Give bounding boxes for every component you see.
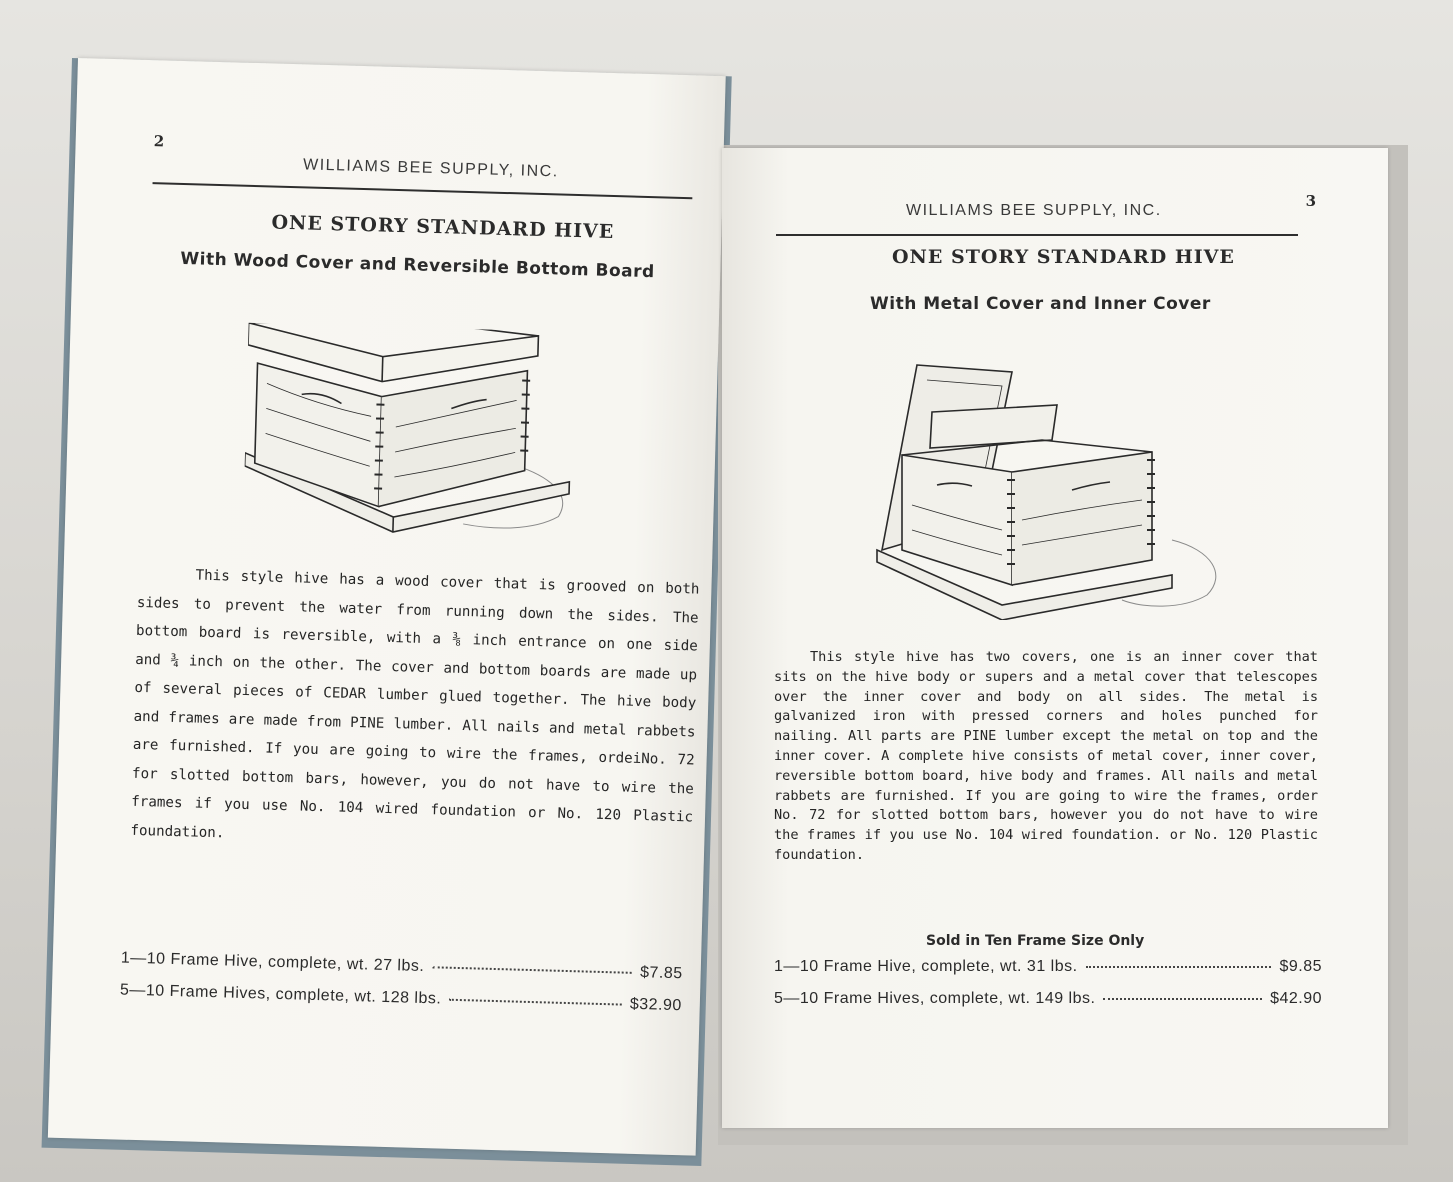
price-value: $42.90 [1270,990,1322,1007]
price-description: 5—10 Frame Hives, complete, wt. 149 lbs. [774,990,1096,1007]
price-description: 5—10 Frame Hives, complete, wt. 128 lbs. [119,981,442,1008]
header-rule [776,234,1298,236]
header-rule [153,182,693,199]
left-page [48,58,726,1156]
page-title: ONE STORY STANDARD HIVE [271,211,615,244]
page-subtitle: With Wood Cover and Reversible Bottom Board [180,248,655,283]
description-paragraph: This style hive has two covers, one is an inner cover that sits on the hive body or supers and a metal cover that telescopes over the inner cover and body on all sides. The metal is galvanized iron with pressed corners and holes punched for nailing. All parts are PINE lumber except the metal on top and the inner cover. A complete hive consists of metal cover, inner cover, reversible bottom board, hive body and frames. All nails and metal rabbets are furnished. If you are going to wire the frames, order No. 72 for slotted bottom bars, however you do not have to wire the frames if you use No. 104 wired foundation. or No. 120 Plastic foundation. [774,649,1318,863]
description-paragraph: This style hive has a wood cover that is grooved on both sides to prevent the water from running down the sides. The bottom board is reversible, with a ⅜ inch entrance on one side and ¾ inch on the other. The cover and bottom boards are made up of several pieces of CEDAR lumber glued together. The hive body and frames are made from PINE lumber. All nails and metal rabbets are furnished. If you are going to wire the frames, ordeiNo. 72 for slotted bottom bars, however, you do not have to wire the frames if you use No. 104 wired foundation or No. 120 Plastic foundation. [130,567,700,841]
price-description: 1—10 Frame Hive, complete, wt. 27 lbs. [120,949,425,976]
price-list [119,950,683,1030]
beehive-with-covers-illustration-icon [872,360,1252,620]
leader-dots [1086,966,1272,968]
price-row [774,990,1322,1022]
running-head: WILLIAMS BEE SUPPLY, INC. [906,202,1162,219]
page-number: 2 [153,132,165,151]
price-list [774,958,1322,1022]
leader-dots [1103,998,1262,1000]
page-title: ONE STORY STANDARD HIVE [892,246,1235,268]
page-number: 3 [1305,192,1316,210]
price-row [774,958,1322,990]
leader-dots [432,966,632,974]
right-page [722,148,1388,1128]
price-description: 1—10 Frame Hive, complete, wt. 31 lbs. [774,958,1078,975]
page-subtitle: With Metal Cover and Inner Cover [870,294,1211,314]
sold-note: Sold in Ten Frame Size Only [926,933,1145,949]
price-value: $9.85 [1279,958,1322,975]
left-page-content [119,130,704,1015]
beehive-illustration-icon [243,323,589,542]
price-value: $7.85 [639,964,683,983]
running-head: WILLIAMS BEE SUPPLY, INC. [302,156,559,181]
price-value: $32.90 [629,995,683,1015]
leader-dots [449,999,622,1006]
